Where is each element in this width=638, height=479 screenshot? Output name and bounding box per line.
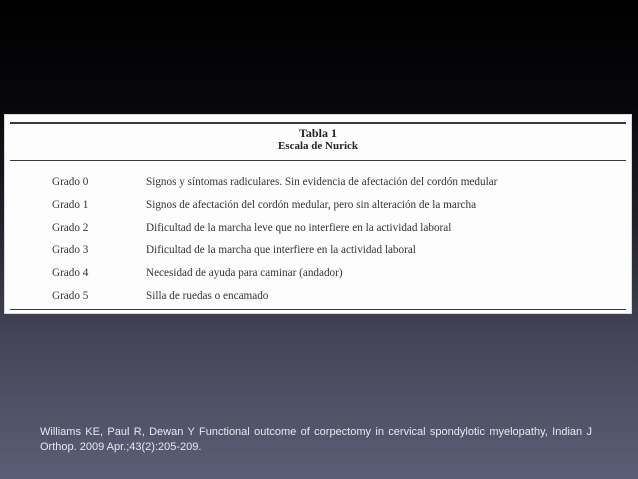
description-cell: Silla de ruedas o encamado [146,289,269,302]
citation-text: Williams KE, Paul R, Dewan Y Functional outcome of corpectomy in cervical spondylotic myelopathy, Indian J Orthop. 2009 Apr.;43(2):205-209. [40,426,592,453]
grade-cell: Grado 1 [52,198,89,211]
description-cell: Signos y síntomas radiculares. Sin evidencia de afectación del cordón medular [146,176,498,188]
grade-cell: Grado 4 [52,267,89,280]
description-cell: Necesidad de ayuda para caminar (andador) [146,267,343,280]
description-cell: Dificultad de la marcha que interfiere en la actividad laboral [146,244,416,257]
description-cell: Dificultad de la marcha leve que no interfiere en la actividad laboral [146,221,452,234]
grade-cell: Grado 5 [52,289,89,302]
grade-cell: Grado 2 [52,221,89,234]
table-row [5,267,631,290]
nurick-scale-table [4,114,632,314]
table-bottom-rule [10,309,626,310]
table-top-rule [10,122,626,124]
table-header-rule [10,160,626,161]
table-subtitle: Escala de Nurick [277,140,359,152]
description-cell: Signos de afectación del cordón medular, pero sin alteración de la marcha [146,198,477,211]
grade-cell: Grado 3 [52,244,89,257]
table-row [5,244,631,267]
grade-cell: Grado 0 [52,176,89,188]
table-row [5,222,631,245]
table-title: Tabla 1 [299,126,337,140]
table-row [5,176,631,199]
table-row [5,199,631,222]
table-body [5,176,631,313]
